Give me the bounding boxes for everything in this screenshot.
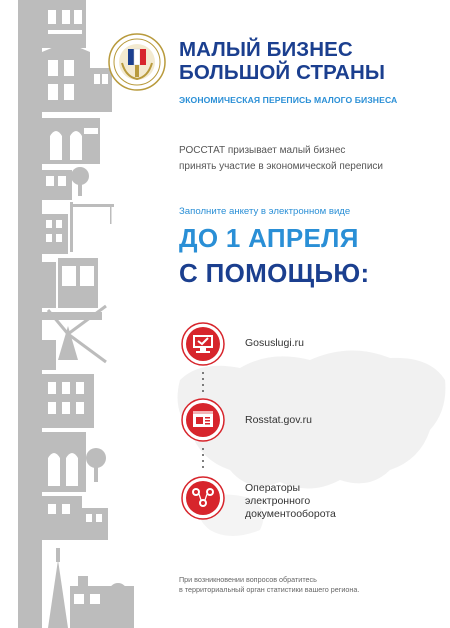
poster-subtitle: ЭКОНОМИЧЕСКАЯ ПЕРЕПИСЬ МАЛОГО БИЗНЕСА <box>179 95 398 105</box>
method-label-gosuslugi: Gosuslugi.ru <box>245 337 304 349</box>
intro-line-2: принять участие в экономической переписи <box>179 161 384 172</box>
deadline-heading: ДО 1 АПРЕЛЯ <box>179 223 359 253</box>
connector-dots-2 <box>202 448 204 472</box>
method-label-operators: Операторы электронного документооборота <box>245 482 336 520</box>
footer-line-2: в территориальный орган статистики вашего региона. <box>179 585 360 594</box>
city-skyline-illustration <box>18 0 136 628</box>
footer-note <box>179 575 359 595</box>
title-line-1: МАЛЫЙ БИЗНЕС <box>179 38 353 61</box>
browser-window-icon <box>181 398 225 442</box>
poster-title <box>179 38 385 84</box>
method-label-rosstat: Rosstat.gov.ru <box>245 414 312 426</box>
connector-dots-1 <box>202 372 204 396</box>
title-line-2: БОЛЬШОЙ СТРАНЫ <box>179 61 386 84</box>
people-network-icon <box>181 476 225 520</box>
intro-line-1: РОССТАТ призывает малый бизнес <box>179 145 346 156</box>
rosstat-emblem-icon <box>108 33 166 91</box>
with-help-heading: С ПОМОЩЬЮ: <box>179 258 370 288</box>
fill-survey-label: Заполните анкету в электронном виде <box>179 206 351 217</box>
footer-line-1: При возникновении вопросов обратитесь <box>179 575 317 584</box>
intro-text <box>179 143 383 175</box>
computer-check-icon <box>181 322 225 366</box>
